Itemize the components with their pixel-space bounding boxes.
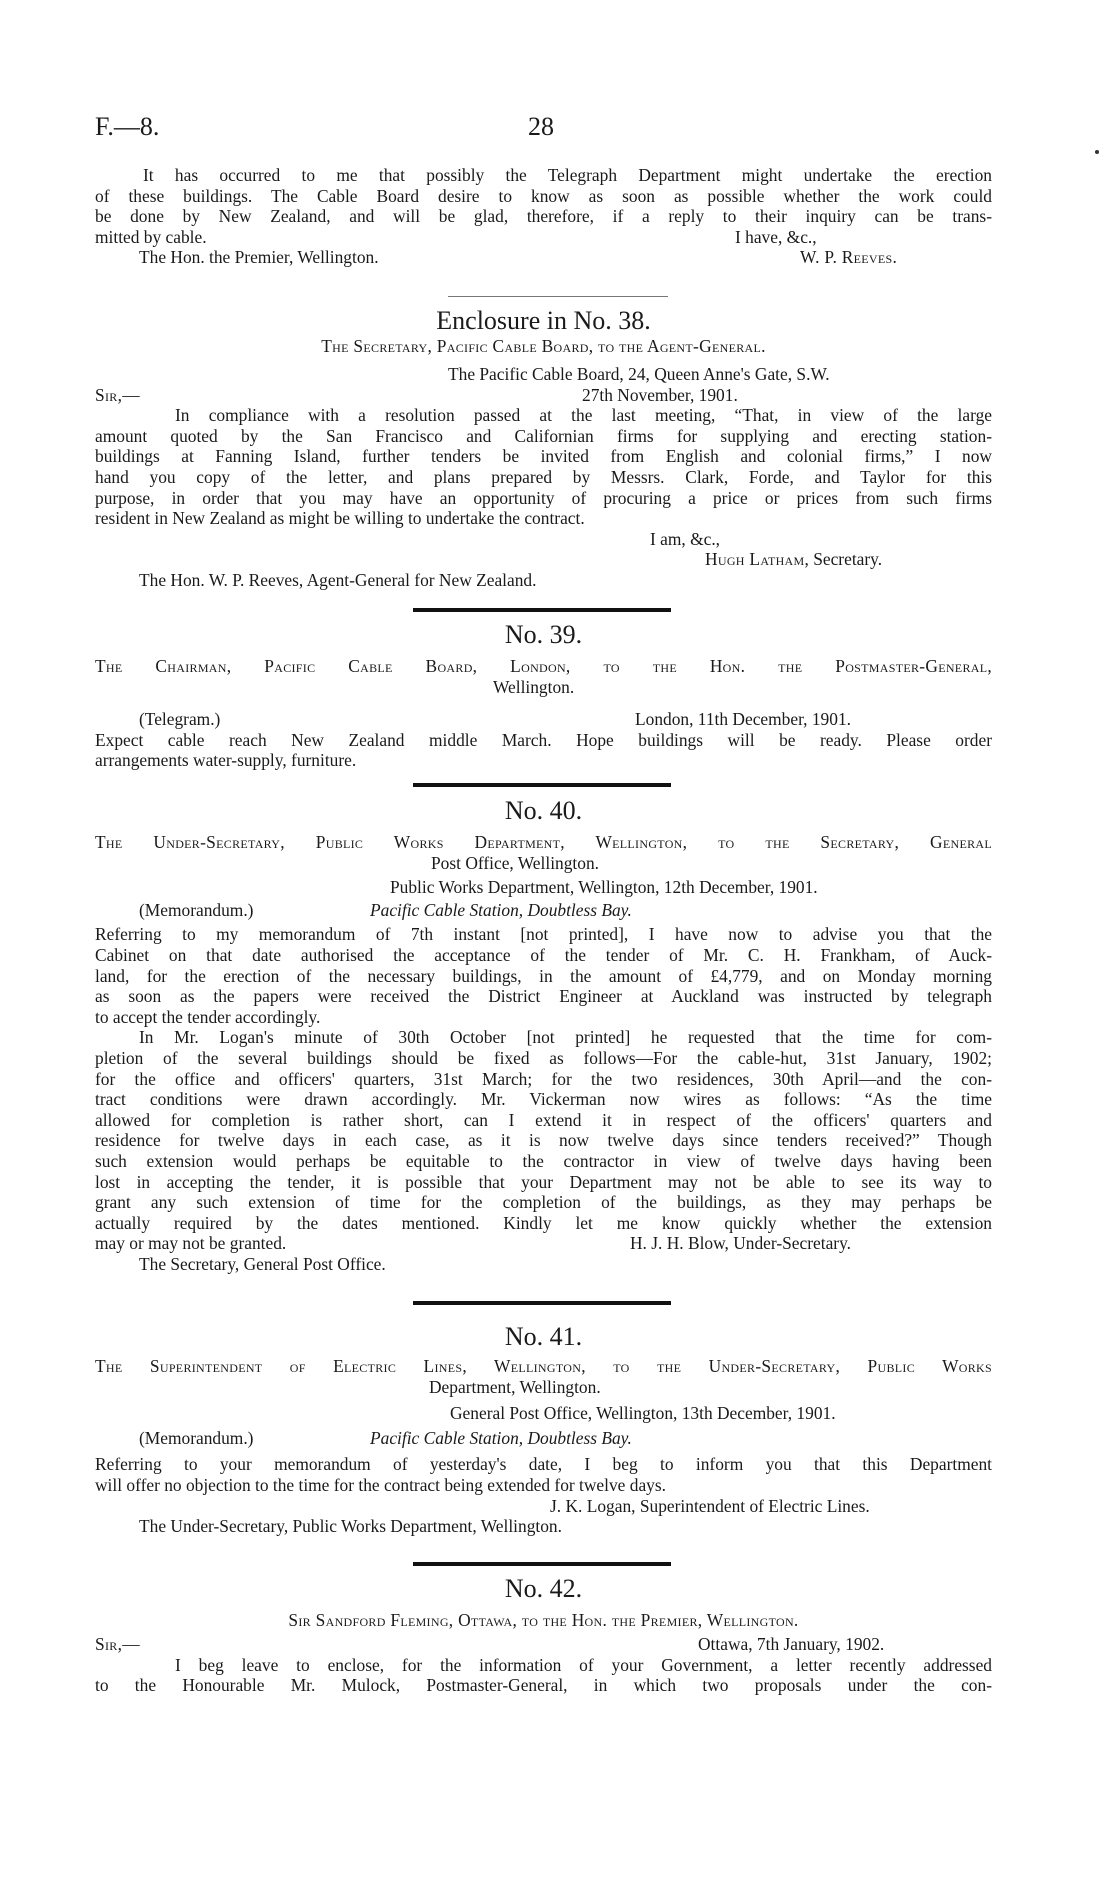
text-line: allowed for completion is rather short, can I extend it in respect of the officers' quarters and <box>95 1109 992 1130</box>
text-line <box>95 677 992 698</box>
text-line: such extension would perhaps be equitable to the contractor in view of twelve days having been <box>95 1150 992 1171</box>
text-line: Cabinet on that date authorised the acceptance of the tender of Mr. C. H. Frankham, of Auck- <box>95 944 992 965</box>
text-line: amount quoted by the San Francisco and Californian firms for supplying and erecting station- <box>95 425 992 446</box>
text-fragment: mitted by cable. <box>95 226 207 247</box>
date: London, 11th December, 1901. <box>635 709 851 730</box>
addressee: The Secretary, General Post Office. <box>139 1253 386 1274</box>
text-line <box>95 1428 992 1449</box>
text-line: residence for twelve days in each case, as it is now twelve days since tenders received?” Though <box>95 1130 992 1151</box>
salutation: Sir,— <box>95 1634 140 1654</box>
from-line: The Chairman, Pacific Cable Board, London, to the Hon. the Postmaster-General, <box>95 656 992 676</box>
text-line: tract conditions were drawn accordingly. Mr. Vickerman now wires as follows: “As the time <box>95 1089 992 1110</box>
text-line <box>95 529 992 550</box>
text-line <box>95 549 992 570</box>
text-line: lost in accepting the tender, it is possible that your Department may not be able to see its way to <box>95 1171 992 1192</box>
signature: H. J. H. Blow, Under-Secretary. <box>630 1233 851 1254</box>
text-line: hand you copy of the letter, and plans prepared by Messrs. Clark, Forde, and Taylor for this <box>95 466 992 487</box>
text-line: land, for the erection of the necessary buildings, in the amount of £4,779, and on Monday morning <box>95 965 992 986</box>
subject <box>370 900 632 921</box>
section-from <box>95 1610 992 1631</box>
section-title: Enclosure in No. 38. <box>436 306 651 335</box>
signature: J. K. Logan, Superintendent of Electric Lines. <box>550 1495 870 1516</box>
text-line: Expect cable reach New Zealand middle March. Hope buildings will be ready. Please order <box>95 729 992 750</box>
margin-mark <box>1095 150 1099 154</box>
addressee: The Hon. W. P. Reeves, Agent-General for New Zealand. <box>139 569 537 590</box>
text-line: to the Honourable Mr. Mulock, Postmaster-General, in which two proposals under the con- <box>95 1675 992 1696</box>
signature-name: Hugh Latham <box>705 549 805 570</box>
section-title: No. 41. <box>504 1322 583 1351</box>
subject-text: Pacific Cable Station, Doubtless Bay. <box>370 899 632 920</box>
date: Ottawa, 7th January, 1902. <box>698 1634 885 1654</box>
text-line <box>95 1377 992 1398</box>
no40-memorandum <box>95 832 992 1274</box>
signature <box>705 549 882 570</box>
text-line: as soon as the papers were received the District Engineer at Auckland was instructed by telegraph <box>95 986 992 1007</box>
text-line: arrangements water-supply, furniture. <box>95 750 357 771</box>
from-line-2: Wellington. <box>493 676 575 697</box>
text-line <box>95 1233 992 1254</box>
section-divider <box>413 1562 671 1566</box>
section-divider <box>448 296 668 297</box>
text-line: grant any such extension of time for the completion of the buildings, as they may perhaps be <box>95 1192 992 1213</box>
text-line: to accept the tender accordingly. <box>95 1006 321 1027</box>
from-line-2: Post Office, Wellington. <box>431 852 599 873</box>
addressee: The Under-Secretary, Public Works Department, Wellington. <box>139 1516 562 1537</box>
text-line <box>95 1634 992 1655</box>
text-line: buildings at Fanning Island, further tenders be invited from English and colonial firms,” I now <box>95 446 992 467</box>
text-line: pletion of the several buildings should be fixed as follows—For the cable-hut, 31st January, 1902; <box>95 1047 992 1068</box>
page-number: 28 <box>528 112 554 141</box>
no42-letter <box>95 1634 992 1696</box>
from-line: The Superintendent of Electric Lines, Wellington, to the Under-Secretary, Public Works <box>95 1356 992 1376</box>
section-divider <box>413 608 671 612</box>
signature-title: , Secretary. <box>804 549 883 570</box>
salutation: Sir,— <box>95 384 140 405</box>
text-line <box>95 385 992 406</box>
dateline: Public Works Department, Wellington, 12th December, 1901. <box>390 877 818 898</box>
text-line: It has occurred to me that possibly the Telegraph Department might undertake the erection <box>143 165 992 185</box>
intro-letter <box>95 165 992 268</box>
text-line <box>95 1496 992 1517</box>
text-line <box>95 247 992 268</box>
report-code: F.—8. <box>95 112 160 141</box>
closing: I have, &c., <box>735 226 817 247</box>
text-line <box>95 364 992 385</box>
section-title: No. 42. <box>504 1574 583 1603</box>
from-line: Sir Sandford Fleming, Ottawa, to the Hon. the Premier, Wellington. <box>288 1610 799 1630</box>
closing: I am, &c., <box>650 528 721 549</box>
text-line <box>95 227 992 248</box>
text-line: Referring to your memorandum of yesterday's date, I beg to inform you that this Department <box>95 1454 992 1475</box>
text-line <box>95 570 992 591</box>
from-line: The Under-Secretary, Public Works Department, Wellington, to the Secretary, General <box>95 832 992 852</box>
text-line <box>95 1403 992 1424</box>
text-line <box>95 1254 992 1275</box>
section-from <box>95 336 992 357</box>
text-line: resident in New Zealand as might be willing to undertake the contract. <box>95 508 585 529</box>
message-type: (Telegram.) <box>139 709 221 730</box>
text-line: actually required by the dates mentioned. Kindly let me know quickly whether the extension <box>95 1212 992 1233</box>
from-line-2: Department, Wellington. <box>429 1376 601 1397</box>
text-line: Referring to my memorandum of 7th instant [not printed], I have now to advise you that the <box>95 924 992 945</box>
text-line <box>95 877 992 898</box>
text-line: be done by New Zealand, and will be glad, therefore, if a reply to their inquiry can be trans- <box>95 206 992 227</box>
message-type: (Memorandum.) <box>139 1427 254 1448</box>
from-line: The Secretary, Pacific Cable Board, to the Agent-General. <box>321 336 766 356</box>
text-line: In Mr. Logan's minute of 30th October [not printed] he requested that the time for com- <box>139 1027 992 1048</box>
date: 27th November, 1901. <box>582 384 738 405</box>
text-line <box>95 853 992 874</box>
text-line: I beg leave to enclose, for the information of your Government, a letter recently addressed <box>175 1654 992 1675</box>
addressee: The Hon. the Premier, Wellington. <box>139 247 379 268</box>
section-title: No. 39. <box>504 620 583 649</box>
subject-text: Pacific Cable Station, Doubtless Bay. <box>370 1427 632 1448</box>
text-line <box>95 900 992 921</box>
signature: W. P. Reeves. <box>800 247 898 268</box>
text-line <box>95 1516 992 1537</box>
dateline: General Post Office, Wellington, 13th December, 1901. <box>450 1403 836 1424</box>
text-line: In compliance with a resolution passed at the last meeting, “That, in view of the large <box>175 405 992 426</box>
section-divider <box>413 783 671 787</box>
message-type: (Memorandum.) <box>139 899 254 920</box>
no39-telegram <box>95 656 992 771</box>
no41-memorandum <box>95 1356 992 1537</box>
text-line: for the office and officers' quarters, 31st March; for the two residences, 30th April—and the con- <box>95 1068 992 1089</box>
section-title: No. 40. <box>504 796 583 825</box>
subject <box>370 1428 632 1449</box>
section-divider <box>413 1301 671 1305</box>
address: The Pacific Cable Board, 24, Queen Anne's Gate, S.W. <box>448 364 830 384</box>
text-line: purpose, in order that you may have an opportunity of procuring a price or prices from such firms <box>95 487 992 508</box>
text-fragment: may or may not be granted. <box>95 1233 287 1254</box>
text-line: will offer no objection to the time for the contract being extended for twelve days. <box>95 1474 666 1495</box>
enclosure38-letter <box>95 364 992 591</box>
text-line: of these buildings. The Cable Board desire to know as soon as possible whether the work could <box>95 185 992 206</box>
text-line <box>95 709 992 730</box>
